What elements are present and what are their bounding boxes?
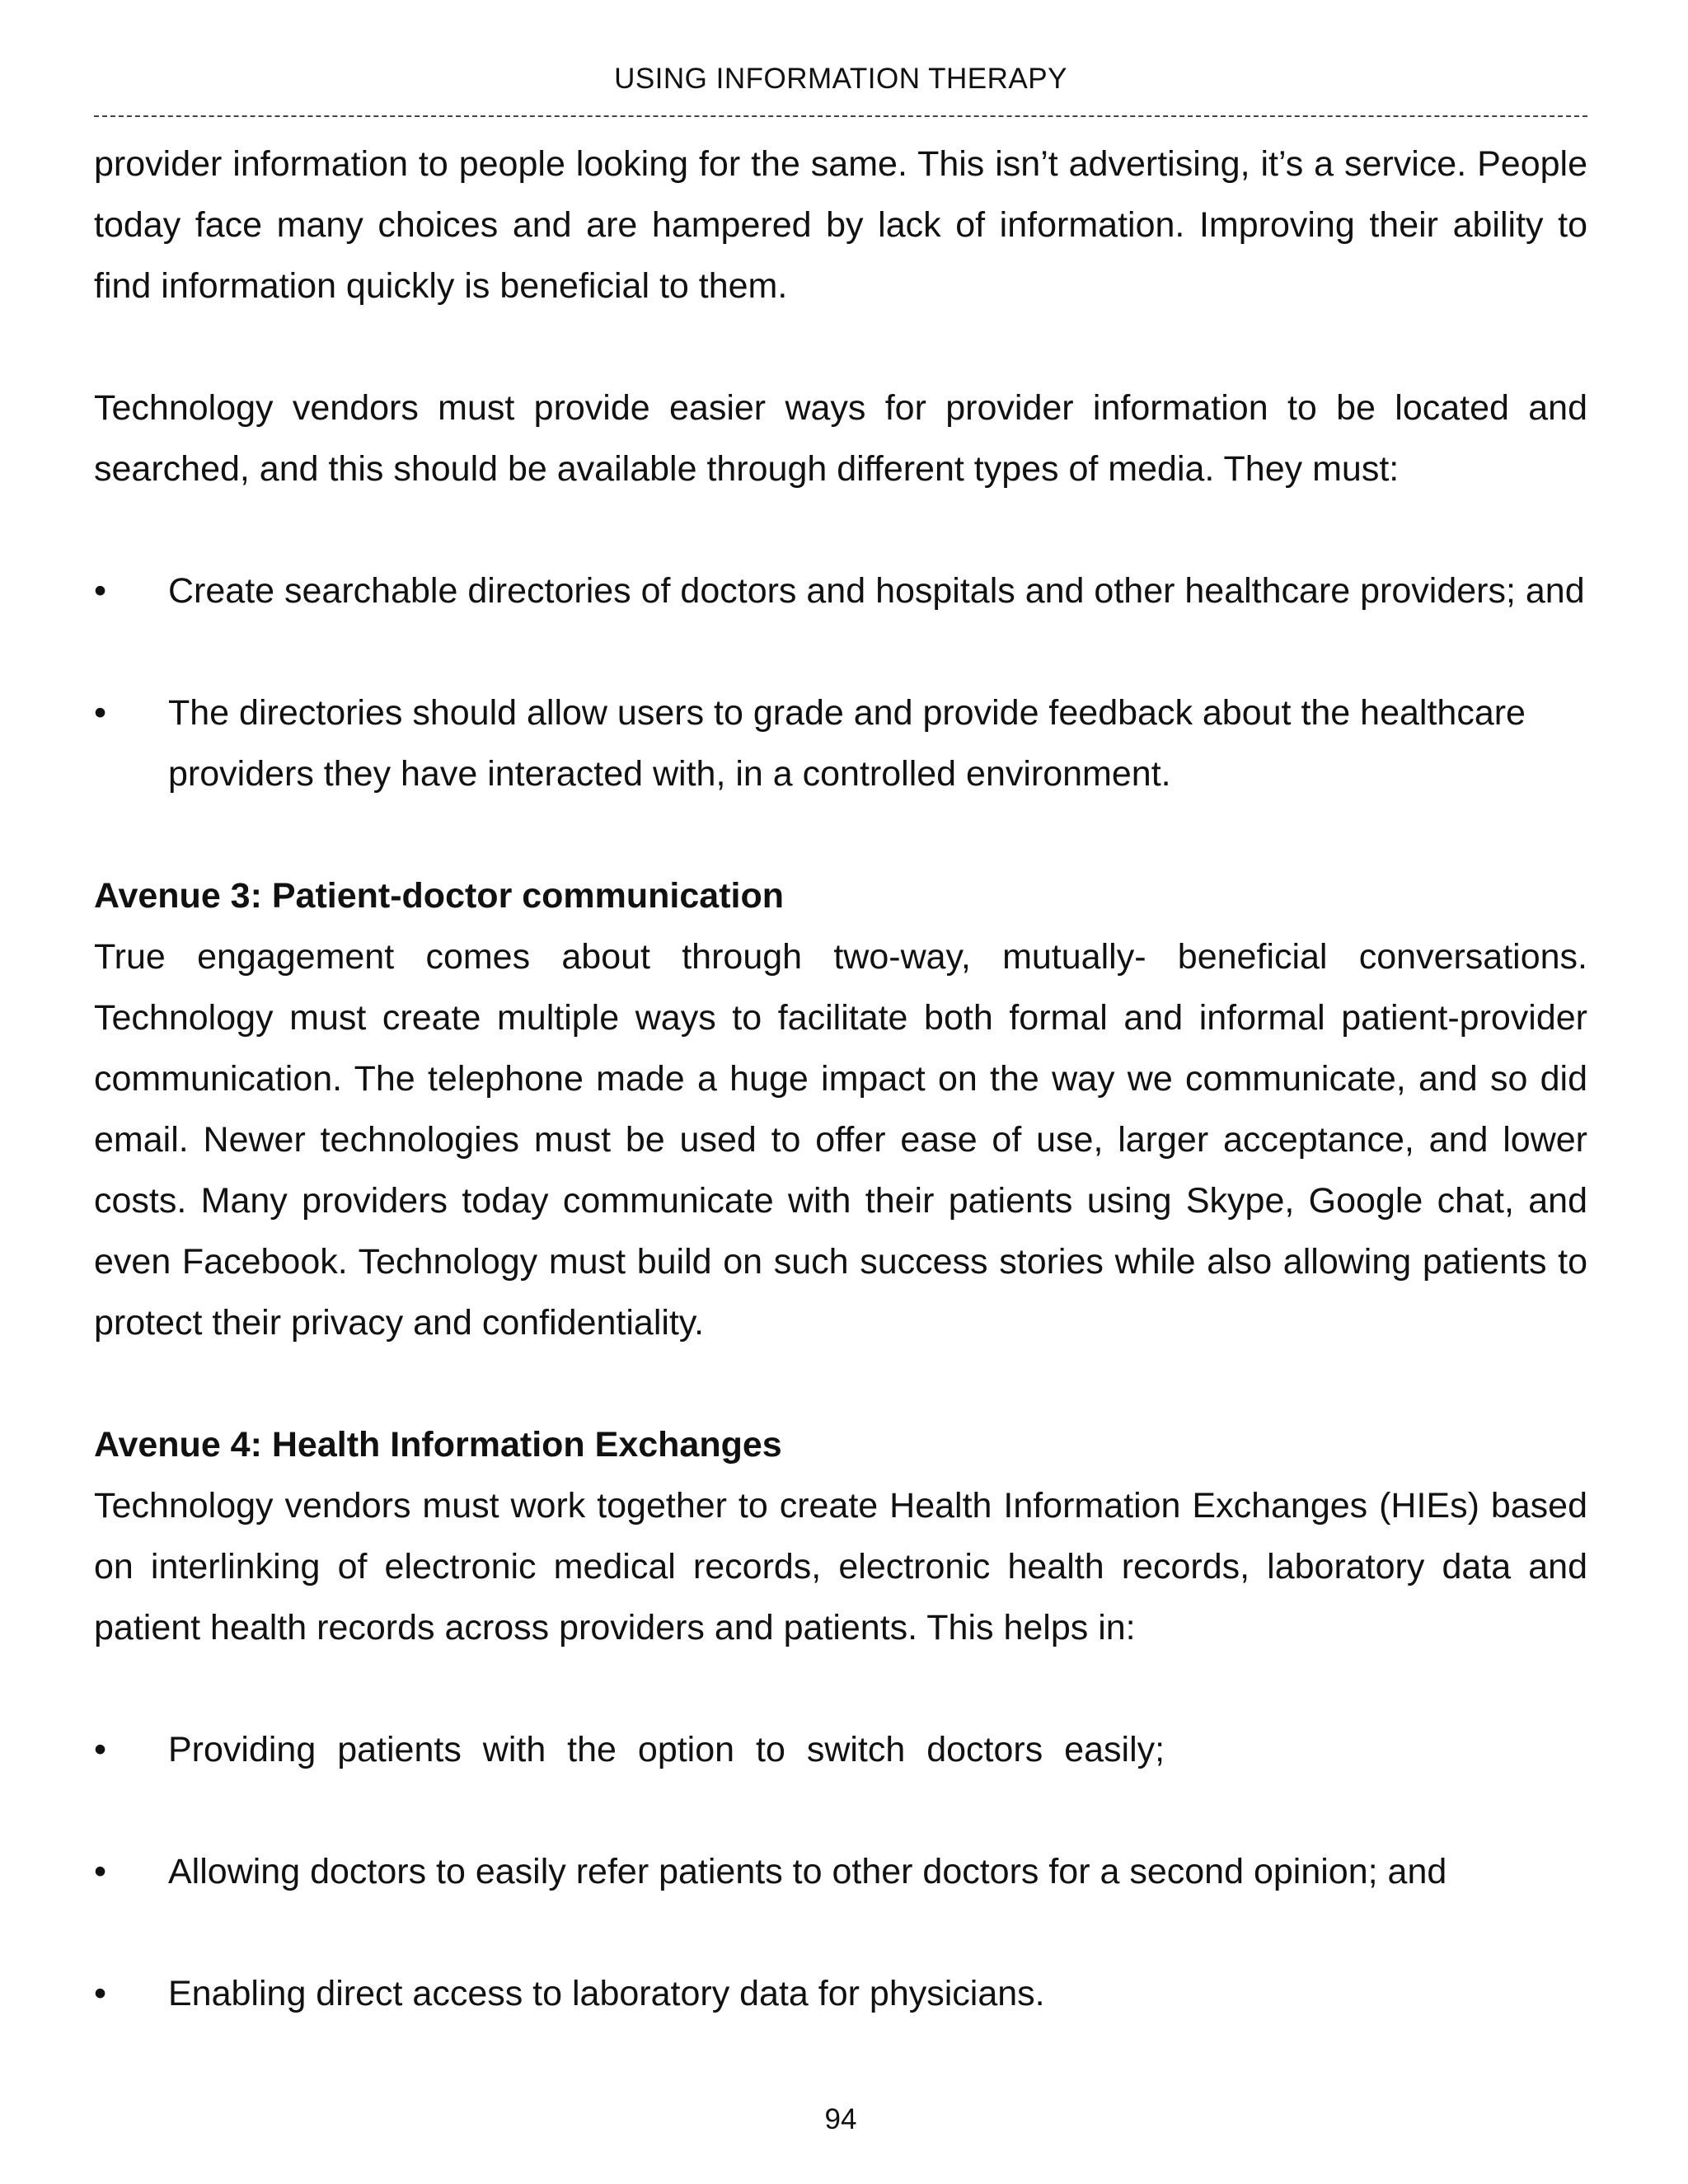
paragraph-intro: provider information to people looking for the same. This isn’t advertising, it’s a service. People today face many choices and are hampered by lack of information. Improving their ability to find information quickly is beneficial to them. xyxy=(94,144,1587,306)
document-page xyxy=(94,0,1587,2184)
bullet-icon: • xyxy=(94,571,107,611)
spacer xyxy=(94,1353,1587,1414)
spacer xyxy=(94,1658,1587,1719)
list-item-text: Providing patients with the option to switch doctors easily; xyxy=(168,1730,1165,1769)
header-divider xyxy=(94,115,1587,117)
list-item xyxy=(94,1841,1587,1902)
spacer xyxy=(94,1902,1587,1963)
body-text xyxy=(94,134,1587,2024)
paragraph-technology-vendors: Technology vendors must provide easier ways for provider information to be located and searched, and this should be available through different types of media. They must: xyxy=(94,388,1587,489)
spacer xyxy=(94,1780,1587,1841)
bullet-icon: • xyxy=(94,1852,107,1891)
bullet-icon: • xyxy=(94,1974,107,2013)
bullet-icon: • xyxy=(94,1730,107,1769)
page-number: 94 xyxy=(824,2103,857,2135)
section-heading-avenue-4: Avenue 4: Health Information Exchanges xyxy=(94,1425,782,1465)
section-heading-avenue-3: Avenue 3: Patient-doctor communication xyxy=(94,876,785,916)
list-item-text: Enabling direct access to laboratory data for physicians. xyxy=(168,1974,1045,2013)
paragraph-patient-doctor-communication: True engagement comes about through two-way, mutually- beneficial conversations. Technology must create multiple ways to facilitate both formal and informal patient-provider communication. The telephone made a huge impact on the way we communicate, and so did email. Newer technologies must be used to offer ease of use, larger acceptance, and lower costs. Many providers today communicate with their patients using Skype, Google chat, and even Facebook. Technology must build on such success stories while also allowing patients to protect their privacy and confidentiality. xyxy=(94,937,1587,1343)
spacer xyxy=(94,804,1587,865)
list-item-text: Allowing doctors to easily refer patients to other doctors for a second opinion; and xyxy=(168,1852,1447,1891)
list-item xyxy=(94,682,1587,804)
list-item xyxy=(94,1963,1587,2024)
list-item-text: The directories should allow users to grade and provide feedback about the healthcare providers they have interacted with, in a controlled environment. xyxy=(168,693,1526,794)
paragraph-health-information-exchanges: Technology vendors must work together to create Health Information Exchanges (HIEs) based on interlinking of electronic medical records, electronic health records, laboratory data and patient health records across providers and patients. This helps in: xyxy=(94,1486,1587,1647)
list-item xyxy=(94,560,1587,621)
list-item xyxy=(94,1719,1587,1780)
spacer xyxy=(94,316,1587,377)
list-item-text: Create searchable directories of doctors and hospitals and other healthcare providers; and xyxy=(168,571,1585,611)
running-header: USING INFORMATION THERAPY xyxy=(614,63,1067,95)
bullet-icon: • xyxy=(94,693,107,733)
spacer xyxy=(94,499,1587,560)
spacer xyxy=(94,621,1587,682)
